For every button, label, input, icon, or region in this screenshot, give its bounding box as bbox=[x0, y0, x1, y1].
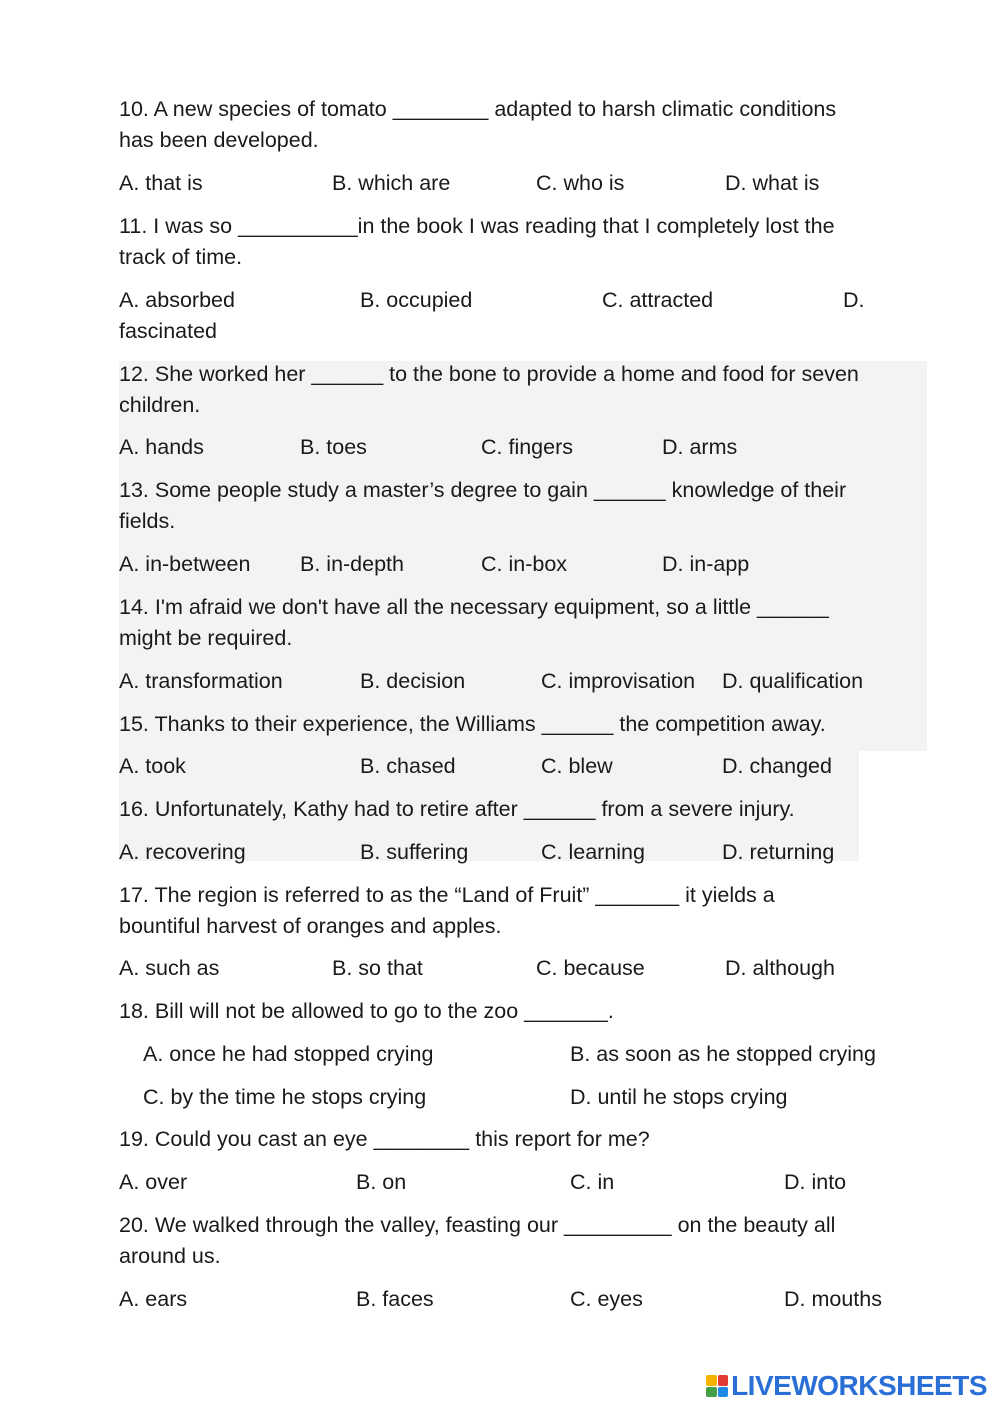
option-c[interactable]: C. who is bbox=[536, 171, 625, 195]
question-text: 18. Bill will not be allowed to go to the zoo _______. bbox=[119, 999, 614, 1023]
logo-mark-icon bbox=[706, 1375, 728, 1397]
question-text: 19. Could you cast an eye ________ this report for me? bbox=[119, 1127, 650, 1151]
question-text: 10. A new species of tomato ________ adapted to harsh climatic conditions bbox=[119, 97, 837, 121]
question-text: fields. bbox=[119, 509, 176, 533]
logo-square bbox=[706, 1375, 717, 1386]
logo-text: LIVEWORKSHEETS bbox=[731, 1370, 987, 1401]
logo-square bbox=[706, 1387, 717, 1398]
option-c[interactable]: C. because bbox=[536, 956, 645, 980]
option-d[interactable]: D. changed bbox=[722, 754, 832, 778]
option-d[interactable]: D. returning bbox=[722, 840, 835, 864]
option-c[interactable]: C. in-box bbox=[481, 552, 568, 576]
option-a[interactable]: A. once he had stopped crying bbox=[143, 1042, 434, 1066]
option-b[interactable]: B. faces bbox=[356, 1287, 434, 1311]
option-b[interactable]: B. chased bbox=[360, 754, 456, 778]
question-text: bountiful harvest of oranges and apples. bbox=[119, 914, 502, 938]
option-c[interactable]: C. attracted bbox=[602, 288, 714, 312]
option-b[interactable]: B. suffering bbox=[360, 840, 469, 864]
option-c[interactable]: C. eyes bbox=[570, 1287, 643, 1311]
option-d[interactable]: D. what is bbox=[725, 171, 820, 195]
question-text: 20. We walked through the valley, feasting our _________ on the beauty all bbox=[119, 1213, 836, 1237]
option-d[interactable]: D. arms bbox=[662, 435, 738, 459]
option-a[interactable]: A. such as bbox=[119, 956, 220, 980]
option-a[interactable]: A. took bbox=[119, 754, 186, 778]
option-d-text[interactable]: fascinated bbox=[119, 319, 218, 343]
option-d[interactable]: D. until he stops crying bbox=[570, 1085, 788, 1109]
question-text: 13. Some people study a master’s degree to gain ______ knowledge of their bbox=[119, 478, 847, 502]
question-text: track of time. bbox=[119, 245, 243, 269]
option-b[interactable]: B. in-depth bbox=[300, 552, 404, 576]
option-a[interactable]: A. over bbox=[119, 1170, 188, 1194]
option-a[interactable]: A. absorbed bbox=[119, 288, 235, 312]
option-a[interactable]: A. transformation bbox=[119, 669, 283, 693]
question-text: has been developed. bbox=[119, 128, 319, 152]
option-d[interactable]: D. in-app bbox=[662, 552, 750, 576]
liveworksheets-logo[interactable] bbox=[706, 1370, 987, 1402]
option-a[interactable]: A. recovering bbox=[119, 840, 246, 864]
question-text: 11. I was so __________in the book I was reading that I completely lost the bbox=[119, 214, 835, 238]
question-text: 16. Unfortunately, Kathy had to retire after ______ from a severe injury. bbox=[119, 797, 795, 821]
question-text: might be required. bbox=[119, 626, 293, 650]
option-b[interactable]: B. as soon as he stopped crying bbox=[570, 1042, 876, 1066]
option-d[interactable]: D. into bbox=[784, 1170, 847, 1194]
option-b[interactable]: B. occupied bbox=[360, 288, 473, 312]
option-a[interactable]: A. hands bbox=[119, 435, 204, 459]
option-a[interactable]: A. ears bbox=[119, 1287, 188, 1311]
option-c[interactable]: C. blew bbox=[541, 754, 613, 778]
option-b[interactable]: B. toes bbox=[300, 435, 367, 459]
option-d[interactable]: D. although bbox=[725, 956, 835, 980]
option-c[interactable]: C. learning bbox=[541, 840, 645, 864]
option-b[interactable]: B. decision bbox=[360, 669, 466, 693]
logo-square bbox=[718, 1387, 729, 1398]
question-text: 12. She worked her ______ to the bone to provide a home and food for seven bbox=[119, 362, 859, 386]
option-c[interactable]: C. improvisation bbox=[541, 669, 696, 693]
option-d[interactable]: D. mouths bbox=[784, 1287, 882, 1311]
question-text: 14. I'm afraid we don't have all the necessary equipment, so a little ______ bbox=[119, 595, 829, 619]
option-a[interactable]: A. that is bbox=[119, 171, 203, 195]
option-a[interactable]: A. in-between bbox=[119, 552, 251, 576]
option-b[interactable]: B. on bbox=[356, 1170, 407, 1194]
question-text: 15. Thanks to their experience, the Williams ______ the competition away. bbox=[119, 712, 826, 736]
question-text: around us. bbox=[119, 1244, 221, 1268]
option-d[interactable]: D. bbox=[843, 288, 865, 312]
option-c[interactable]: C. in bbox=[570, 1170, 615, 1194]
question-text: children. bbox=[119, 393, 201, 417]
option-c[interactable]: C. fingers bbox=[481, 435, 574, 459]
option-b[interactable]: B. which are bbox=[332, 171, 451, 195]
option-c[interactable]: C. by the time he stops crying bbox=[143, 1085, 427, 1109]
question-text: 17. The region is referred to as the “Land of Fruit” _______ it yields a bbox=[119, 883, 775, 907]
option-d[interactable]: D. qualification bbox=[722, 669, 864, 693]
logo-square bbox=[718, 1375, 729, 1386]
option-b[interactable]: B. so that bbox=[332, 956, 423, 980]
